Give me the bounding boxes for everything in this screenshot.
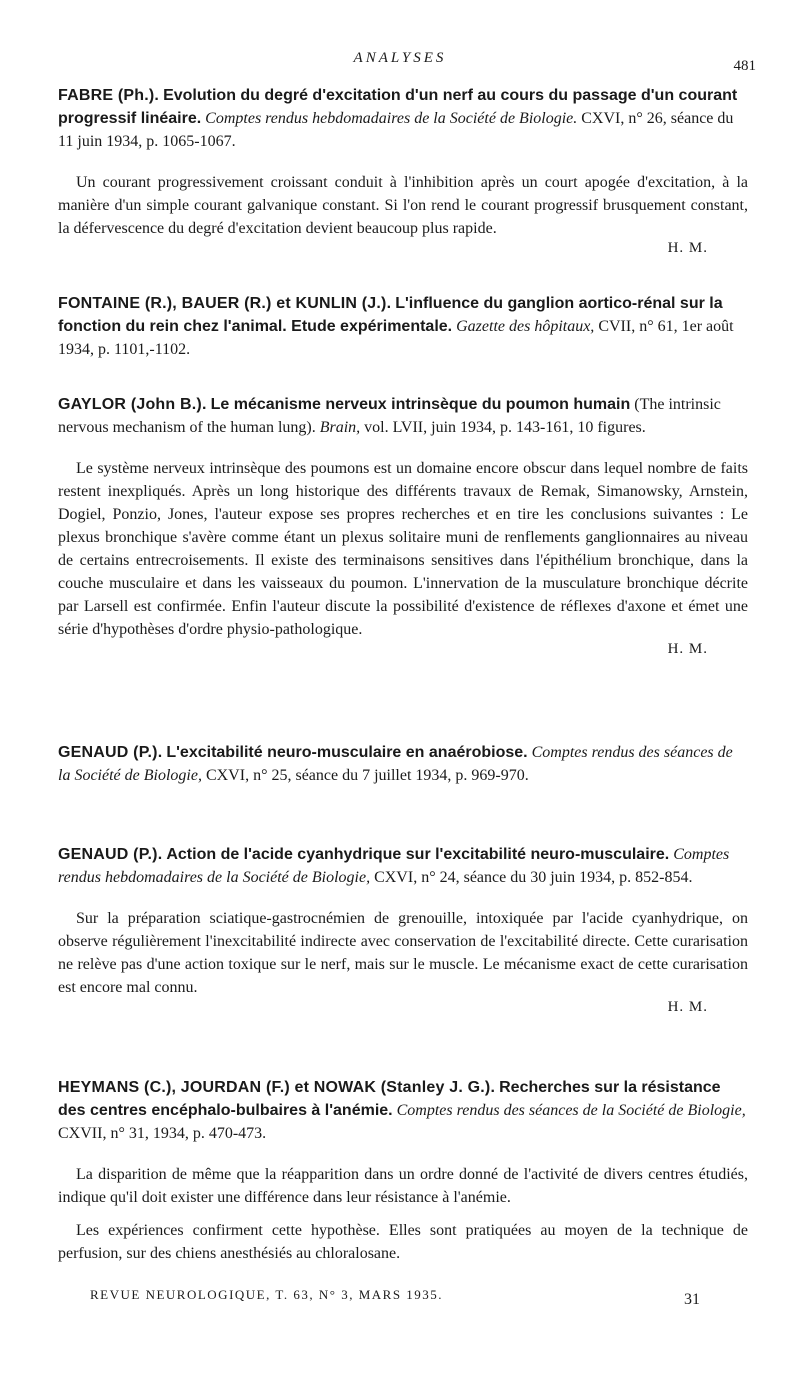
- entry-fabre: [58, 84, 748, 257]
- author: FONTAINE (R.), BAUER (R.) et KUNLIN (J.).: [58, 295, 392, 312]
- citation: [58, 741, 748, 787]
- journal-name: Brain,: [319, 419, 361, 436]
- citation-details: CXVI, n° 25, séance du 7 juillet 1934, p. 969-970.: [205, 767, 529, 784]
- article-title: Evolution du degré d'excitation d'un nerf au cours du passage d'un courant progressif linéaire.: [58, 87, 738, 127]
- citation-details: CXVI, n° 26, séance du 11 juin 1934, p. 1065-1067.: [58, 110, 734, 150]
- reviewer-initials: H. M.: [667, 240, 708, 256]
- citation-details: CXVI, n° 24, séance du 30 juin 1934, p. 852-854.: [374, 869, 693, 886]
- citation: [58, 292, 748, 361]
- journal-footer: REVUE NEUROLOGIQUE, T. 63, N° 3, MARS 1935.: [90, 1287, 444, 1302]
- abstract-paragraph: Sur la préparation sciatique-gastrocnémien de grenouille, intoxiquée par l'acide cyanhydrique, on observe régulièrement l'inexcitabilité indirecte avec conservation de l'excitabilité directe. Cette curarisation ne relève pas d'une action toxique sur le nerf, mais sur le muscle. Le mécanisme exact de cette curarisation est encore mal connu.: [58, 910, 748, 996]
- author: FABRE (Ph.).: [58, 87, 160, 104]
- author: GAYLOR (John B.).: [58, 396, 207, 413]
- reviewer-initials: H. M.: [667, 641, 708, 657]
- reviewer-initials: H. M.: [667, 999, 708, 1015]
- article-title: Le mécanisme nerveux intrinsèque du poumon humain: [210, 396, 631, 413]
- journal-name: Comptes rendus hebdomadaires de la Société de Biologie,: [58, 846, 730, 886]
- entry-genaud-anaerobiose: [58, 741, 748, 787]
- abstract-paragraph: La disparition de même que la réapparition dans un ordre donné de l'activité de divers centres étudiés, indique qu'il doit exister une différence dans leur résistance à l'anémie.: [58, 1166, 748, 1206]
- article-title: Action de l'acide cyanhydrique sur l'excitabilité neuro-musculaire.: [166, 846, 670, 863]
- journal-name: Comptes rendus des séances de la Société de Biologie,: [396, 1102, 746, 1119]
- author: HEYMANS (C.), JOURDAN (F.) et NOWAK (Stanley J. G.).: [58, 1079, 496, 1096]
- abstract-paragraph: Le système nerveux intrinsèque des poumons est un domaine encore obscur dans lequel nombre de faits restent inexpliqués. Après un long historique des différents travaux de Remak, Simanowsky, Arnstein, Dogiel, Ponzio, Jones, l'auteur expose ses propres recherches et en tire les conclusions suivantes : Le plexus bronchique s'avère comme étant un plexus solitaire muni de renflements ganglionnaires au niveau de certains entrecroisements. Il existe des terminaisons sensitives dans l'épithélium bronchique, dans la couche musculaire et dans les vaisseaux du poumon. L'innervation de la musculature bronchique décrite par Larsell est confirmée. Enfin l'auteur discute la possibilité d'existence de réflexes d'axone et émet une série d'hypothèses d'ordre physio-pathologique.: [58, 460, 748, 638]
- page-number: 481: [733, 58, 756, 74]
- citation-details: vol. LVII, juin 1934, p. 143-161, 10 figures.: [364, 419, 646, 436]
- citation-details: CXVII, n° 31, 1934, p. 470-473.: [58, 1125, 267, 1142]
- abstract-paragraph: Les expériences confirment cette hypothèse. Elles sont pratiquées au moyen de la technique de perfusion, sur des chiens anesthésiés au chloralosane.: [58, 1222, 748, 1262]
- abstract-paragraph: Un courant progressivement croissant conduit à l'inhibition après un court apogée d'excitation, à la manière d'un simple courant galvanique constant. Si l'on rend le courant progressif brusquement constant, la défervescence du degré d'excitation devient beaucoup plus rapide.: [58, 174, 748, 237]
- running-title: ANALYSES: [353, 50, 447, 66]
- citation-details: CVII, n° 61, 1er août 1934, p. 1101,-1102.: [58, 318, 734, 358]
- entry-genaud-cyanhydrique: [58, 843, 748, 1016]
- entry-gaylor: [58, 393, 748, 658]
- citation: [58, 843, 748, 889]
- signature-number: 31: [684, 1291, 700, 1308]
- journal-name: Gazette des hôpitaux,: [456, 318, 595, 335]
- citation: [58, 1076, 748, 1145]
- citation: [58, 393, 748, 439]
- article-title: L'influence du ganglion aortico-rénal sur la fonction du rein chez l'animal. Etude expérimentale.: [58, 295, 723, 335]
- citation: [58, 84, 748, 153]
- author: GENAUD (P.).: [58, 846, 163, 863]
- entry-fontaine: [58, 292, 748, 361]
- article-title: L'excitabilité neuro-musculaire en anaérobiose.: [166, 744, 528, 761]
- journal-name: Comptes rendus hebdomadaires de la Société de Biologie.: [205, 110, 578, 127]
- journal-name: Comptes rendus des séances de la Société de Biologie,: [58, 744, 733, 784]
- english-title: (The intrinsic nervous mechanism of the human lung).: [58, 396, 721, 436]
- article-title: Recherches sur la résistance des centres encéphalo-bulbaires à l'anémie.: [58, 1079, 721, 1119]
- entry-heymans: [58, 1076, 748, 1265]
- author: GENAUD (P.).: [58, 744, 163, 761]
